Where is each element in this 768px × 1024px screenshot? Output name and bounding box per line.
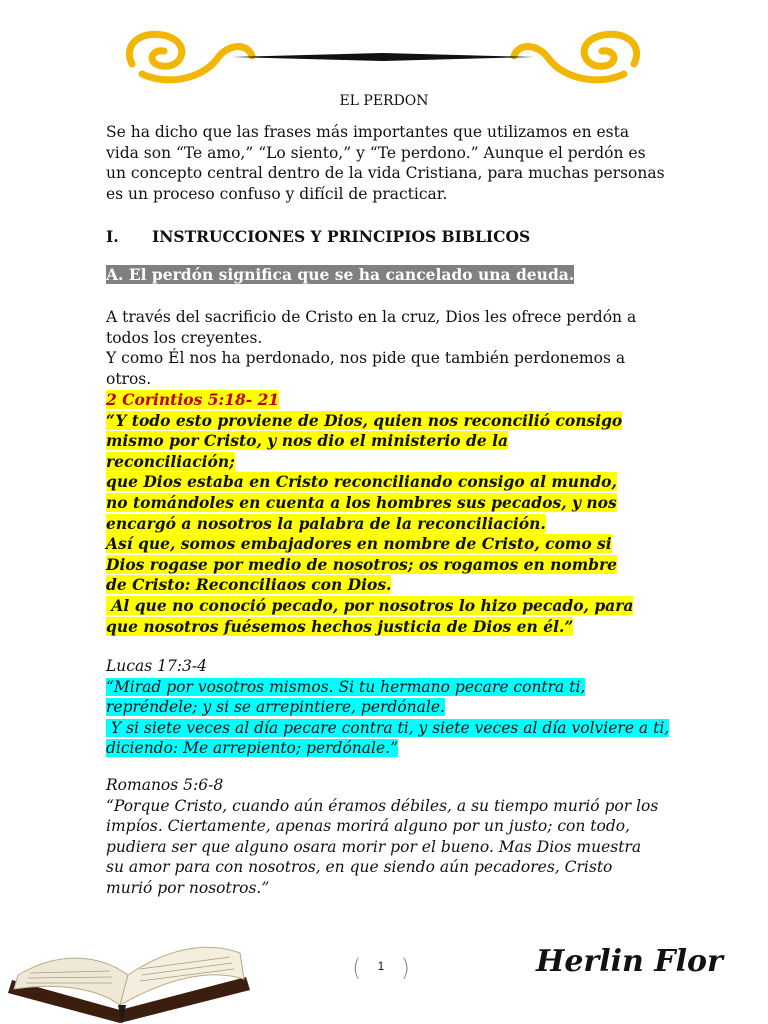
- quote-line: “Mirad por vosotros mismos. Si tu hermano pecare contra ti,: [106, 677, 586, 696]
- quote-line: “Y todo esto proviene de Dios, quien nos reconcilió consigo: [106, 410, 623, 430]
- quote-block-corintios: [106, 390, 666, 637]
- body-paragraph: [106, 307, 666, 389]
- quote-line: su amor para con nosotros, en que siendo aún pecadores, Cristo: [106, 858, 613, 877]
- quote-line: Al que no conoció pecado, por nosotros lo hizo pecado, para: [106, 595, 634, 615]
- paragraph-line: A través del sacrificio de Cristo en la cruz, Dios les ofrece perdón a: [106, 308, 637, 326]
- page-number-indicator: ( 1 ): [352, 954, 410, 982]
- quote-line: reconciliación;: [106, 451, 235, 471]
- quote-line: no tomándoles en cuenta a los hombres sus pecados, y nos: [106, 492, 617, 512]
- subsection-heading: [106, 265, 666, 286]
- quote-line: que nosotros fuésemos hechos justicia de Dios en él.”: [106, 616, 574, 636]
- intro-paragraph: Se ha dicho que las frases más importantes que utilizamos en esta vida son “Te amo,” “Lo siento,” y “Te perdono.” Aunque el perdón es un concepto central dentro de la vida Cristiana, para muchas personas es un proceso confuso y difícil de practicar.: [106, 123, 665, 203]
- scripture-reference: 2 Corintios 5:18- 21: [106, 390, 280, 409]
- quote-line: mismo por Cristo, y nos dio el ministerio de la: [106, 431, 509, 451]
- quote-line: que Dios estaba en Cristo reconciliando consigo al mundo,: [106, 472, 617, 492]
- quote-line: impíos. Ciertamente, apenas morirá alguno por un justo; con todo,: [106, 817, 631, 836]
- paragraph-line: otros.: [106, 369, 152, 388]
- subsection-a-label: A. El perdón significa que se ha cancelado una deuda.: [106, 265, 575, 284]
- quote-line: de Cristo: Reconciliaos con Dios.: [106, 575, 392, 595]
- section-title: INSTRUCCIONES Y PRINCIPIOS BIBLICOS: [152, 227, 531, 246]
- quote-line: “Porque Cristo, cuando aún éramos débiles, a su tiempo murió por los: [106, 796, 659, 815]
- quote-line: pudiera ser que alguno osara morir por el bueno. Mas Dios muestra: [106, 837, 642, 856]
- quote-line: Así que, somos embajadores en nombre de Cristo, como si: [106, 534, 612, 554]
- scripture-reference: Romanos 5:6-8: [106, 776, 224, 794]
- open-bible-icon: [0, 905, 260, 1024]
- quote-line: diciendo: Me arrepiento; perdónale.”: [106, 739, 398, 758]
- quote-block-lucas: [106, 656, 670, 759]
- document-title: EL PERDON: [339, 93, 429, 109]
- author-signature: Herlin Flor: [536, 944, 723, 979]
- paragraph-line: Y como Él nos ha perdonado, nos pide que también perdonemos a: [106, 349, 626, 368]
- quote-line: Y si siete veces al día pecare contra ti, y siete veces al día volviere a ti,: [106, 718, 670, 737]
- quote-line: Dios rogase por medio de nosotros; os rogamos en nombre: [106, 554, 618, 574]
- quote-block-romanos: [106, 775, 666, 899]
- decorative-ornament: [112, 24, 654, 94]
- scripture-reference: Lucas 17:3-4: [106, 657, 207, 675]
- quote-line: encargó a nosotros la palabra de la reconciliación.: [106, 513, 546, 533]
- section-heading: [106, 227, 530, 246]
- quote-line: murió por nosotros.”: [106, 878, 270, 897]
- page-number: 1: [377, 959, 385, 973]
- section-number: I.: [106, 227, 119, 246]
- quote-line: repréndele; y si se arrepintiere, perdónale.: [106, 698, 445, 717]
- paragraph-line: todos los creyentes.: [106, 328, 263, 347]
